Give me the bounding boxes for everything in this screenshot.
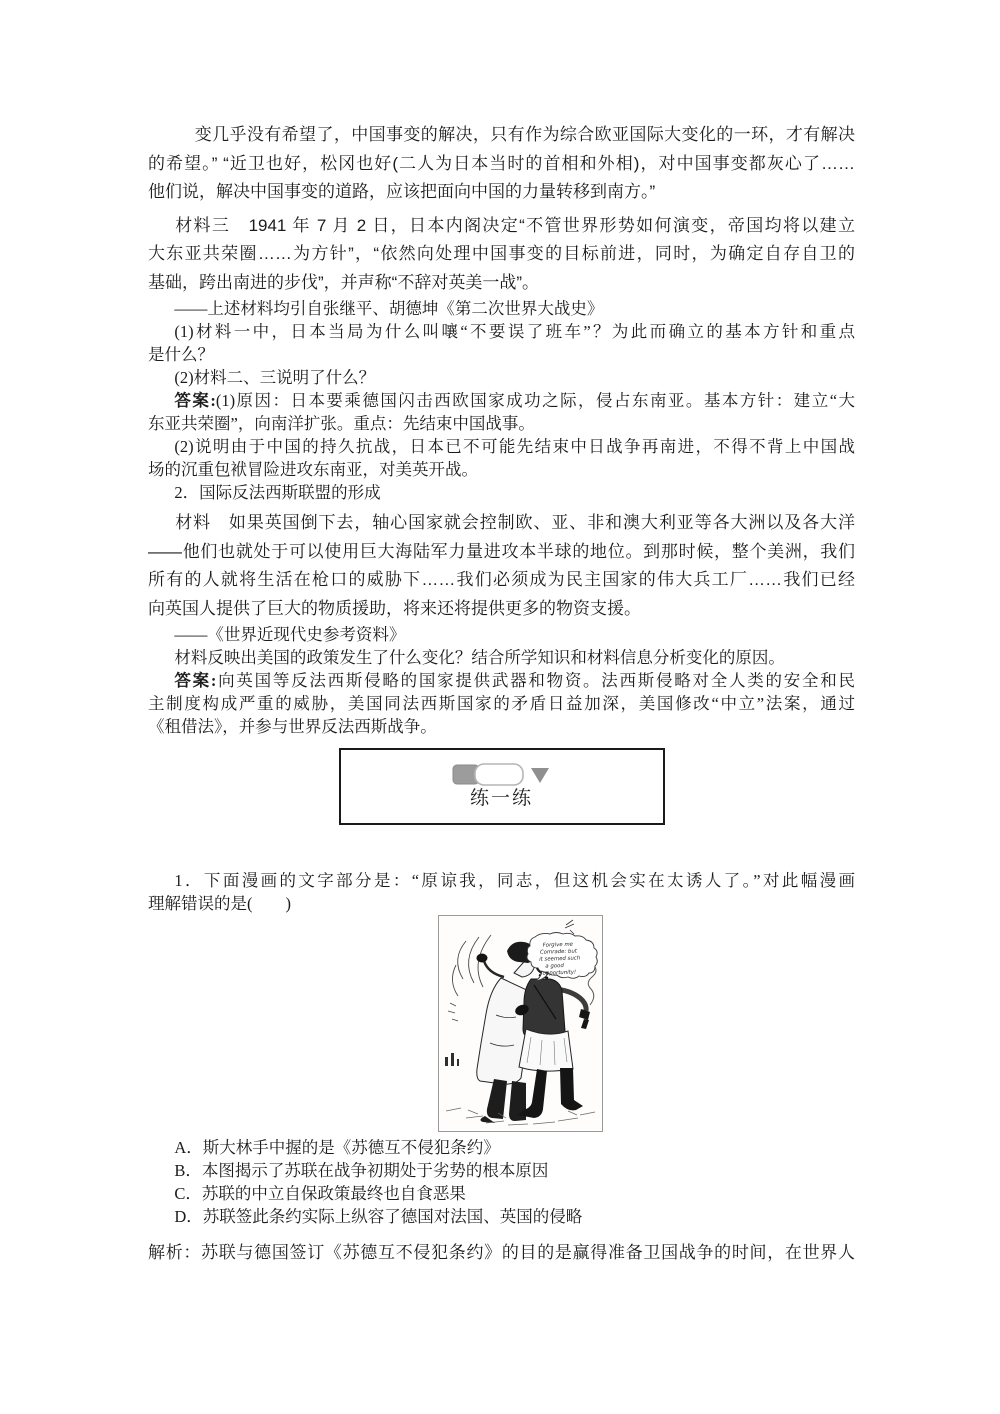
material-line: 变几乎没有希望了，中国事变的解决，只有作为综合欧亚国际大变化的一环，才有解决 [194,125,855,144]
material-source-citation: ——《世界近现代史参考资料》 [174,625,406,644]
answer-label: 答案: [174,391,216,410]
bubble-text-line: it seemed such [539,955,581,963]
question-line: (1)材料一中，日本当局为什么叫嚷“不要误了班车”？为此而确立的基本方针和重点 [174,322,855,341]
material-source-citation: ——上述材料均引自张继平、胡德坤《第二次世界大战史》 [174,299,604,318]
cartoon-drawing [438,915,603,1132]
answer-1 [148,389,855,435]
exercise-1-stem [148,869,855,915]
section-2-title: 2．国际反法西斯联盟的形成 [174,483,381,502]
option-b: B．本图揭示了苏联在战争初期处于劣势的根本原因 [174,1161,549,1180]
answer-line: (2)说明由于中国的持久抗战，日本已不可能先结束中日战争再南进，不得不背上中国战 [174,437,855,456]
exercise-cartoon-image [438,915,603,1132]
question-line: 是什么？ [148,345,214,364]
answer-text: 向英国等反法西斯侵略的国家提供武器和物资。法西斯侵略对全人类的安全和民 [216,671,856,690]
material-line: 大东亚共荣圈……为方针”，“依然向处理中国事变的目标前进，同时，为确定自存自卫的 [148,244,855,263]
answer-line: 《租借法》，并参与世界反法西斯战争。 [148,717,437,736]
bubble-text-line: Forgive me [542,941,574,949]
material-line: ——他们也就处于可以使用巨大海陆军力量进攻本半球的地位。到那时候，整个美洲，我们 [148,541,855,561]
material-line: 的希望。” “近卫也好，松冈也好(二人为日本当时的首相和外相)，对中国事变都灰心了…… [148,153,855,173]
exercise-1-options [148,1136,855,1228]
option-c: C．苏联的中立自保政策最终也自食恶果 [174,1184,466,1203]
answer-line [148,669,855,692]
triangle-down-icon [531,768,549,783]
material-line: 材料 如果英国倒下去，轴心国家就会控制欧、亚、非和澳大利亚等各大洲以及各大洋 [175,513,855,532]
answer-label: 答案: [174,671,217,690]
material3-paragraph [148,212,855,298]
stem-line: 1．下面漫画的文字部分是：“原谅我，同志，但这机会实在太诱人了。”对此幅漫画 [174,871,855,890]
practice-label: 练一练 [469,788,533,809]
bubble-text-line: a good [545,962,564,970]
bubble-text-line: Comrade: but [539,948,578,956]
material2-paragraph [148,121,855,207]
answer-line: 场的沉重包袱冒险进攻东南亚，对美英开战。 [148,460,478,479]
question-3: 材料反映出美国的政策发生了什么变化？结合所学知识和材料信息分析变化的原因。 [174,648,785,667]
question-1 [148,320,855,366]
answer-3 [148,669,855,738]
answer-line: 主制度构成严重的威胁，美国同法西斯国家的矛盾日益加深，美国修改“中立”法案，通过 [148,694,855,713]
toggle-icon [452,762,552,786]
material-paragraph [148,509,855,623]
answer-line [148,389,855,412]
material-line: 基础，跨出南进的步伐”，并声称“不辞对英美一战”。 [148,272,539,292]
bubble-text-line: opportunity! [542,969,577,977]
answer-line: 东亚共荣圈”，向南洋扩张。重点：先结束中国战事。 [148,414,535,433]
answer-text: (1)原因：日本要乘德国闪击西欧国家成功之际，侵占东南亚。基本方针：建立“大 [215,391,855,410]
answer-2 [148,435,855,481]
material-line: 材料三 1941 年 7 月 2 日，日本内阁决定“不管世界形势如何演变，帝国均将以建立 [175,215,855,235]
analysis-line: 解析：苏联与德国签订《苏德互不侵犯条约》的目的是赢得准备卫国战争的时间，在世界人 [148,1243,855,1262]
material-line: 向英国人提供了巨大的物质援助，将来还将提供更多的物资支援。 [148,598,641,618]
question-2: (2)材料二、三说明了什么？ [174,368,376,387]
option-d: D．苏联签此条约实际上纵容了德国对法国、英国的侵略 [174,1207,583,1226]
stem-line: 理解错误的是( ) [148,894,291,913]
material-line: 他们说，解决中国事变的道路，应该把面向中国的力量转移到南方。” [148,182,656,201]
option-a: A．斯大林手中握的是《苏德互不侵犯条约》 [174,1138,500,1157]
practice-box [339,748,665,825]
page-content [148,121,855,1268]
material-line: 所有的人就将生活在枪口的威胁下……我们必须成为民主国家的伟大兵工厂……我们已经 [148,570,855,589]
